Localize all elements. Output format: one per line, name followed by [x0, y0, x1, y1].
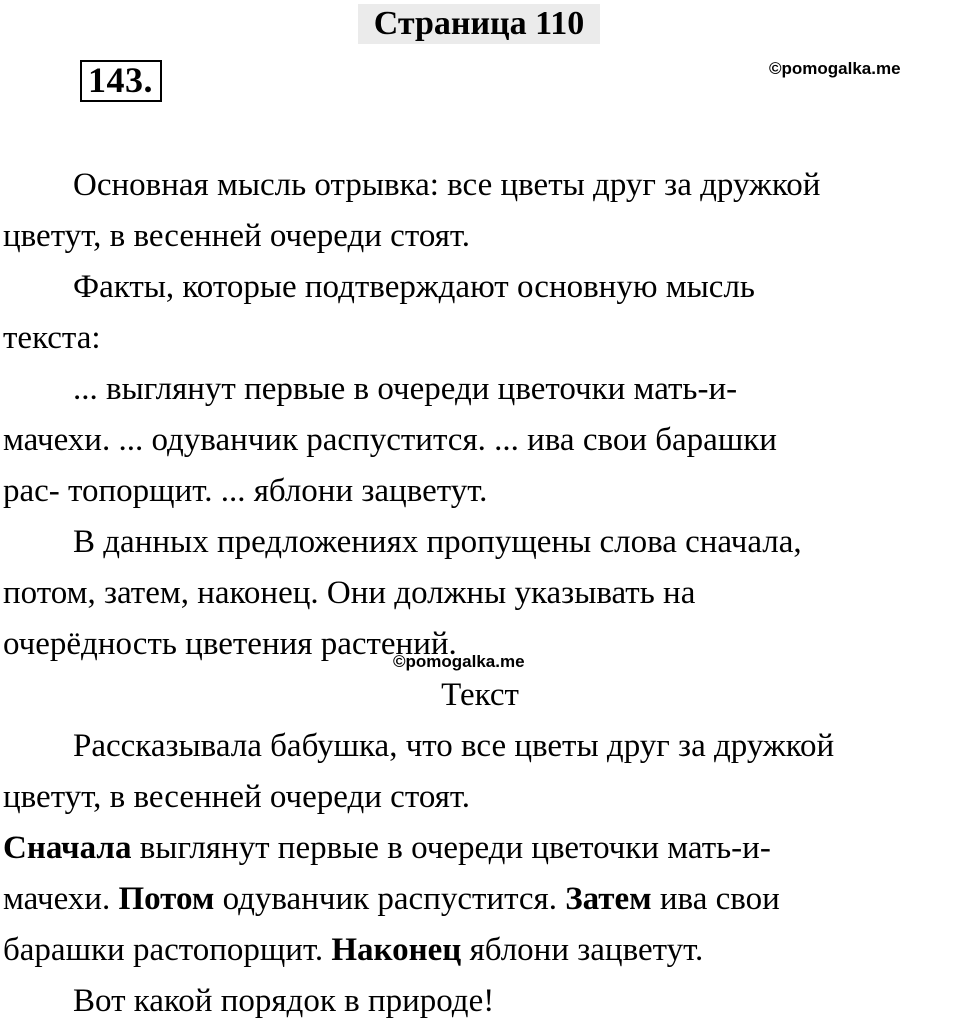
keyword-next: Затем — [565, 881, 652, 917]
facts-line-1: Факты, которые подтверждают основную мысль — [73, 269, 755, 305]
quote-line-1: ... выглянут первые в очереди цветочки мать-и- — [73, 371, 738, 407]
keyword-then: Потом — [118, 881, 215, 917]
main-idea-line-1: Основная мысль отрывка: все цветы друг за дружкой — [73, 167, 821, 203]
watermark-top: ©pomogalka.me — [769, 59, 901, 78]
facts-line-2: текста: — [3, 320, 101, 356]
keyword-finally: Наконец — [331, 932, 462, 968]
keyword-first: Сначала — [3, 830, 132, 866]
story-line-5-start: барашки растопорщит. — [3, 932, 332, 968]
quote-line-3: рас- топорщит. ... яблони зацветут. — [3, 473, 488, 509]
story-line-4-mid: одуванчик распустится. — [214, 881, 566, 917]
text-heading: Текст — [441, 677, 519, 713]
story-line-1: Рассказывала бабушка, что все цветы друг за дружкой — [73, 728, 835, 764]
story-line-5 — [3, 925, 957, 976]
missing-words-line-2: потом, затем, наконец. Они должны указывать на — [3, 575, 696, 611]
missing-words-line-1: В данных предложениях пропущены слова сначала, — [73, 524, 802, 560]
quote-line-2: мачехи. ... одуванчик распустится. ... ива свои барашки — [3, 422, 777, 458]
story-line-4 — [3, 874, 957, 925]
story-line-4-start: мачехи. — [3, 881, 119, 917]
story-line-3-rest: выглянут первые в очереди цветочки мать-и- — [131, 830, 771, 866]
story-line-3 — [3, 823, 957, 874]
story-line-5-end: яблони зацветут. — [461, 932, 704, 968]
missing-words-line-3: очерёдность цветения растений. — [3, 626, 457, 662]
page-title: Страница 110 — [373, 5, 585, 42]
story-line-4-end: ива свои — [651, 881, 780, 917]
final-line: Вот какой порядок в природе! — [73, 983, 495, 1019]
story-line-2: цветут, в весенней очереди стоят. — [3, 779, 471, 815]
watermark-middle: ©pomogalka.me — [393, 652, 525, 671]
main-idea-line-2: цветут, в весенней очереди стоят. — [3, 218, 471, 254]
task-number: 143. — [88, 60, 153, 100]
answer-text — [3, 160, 957, 1027]
